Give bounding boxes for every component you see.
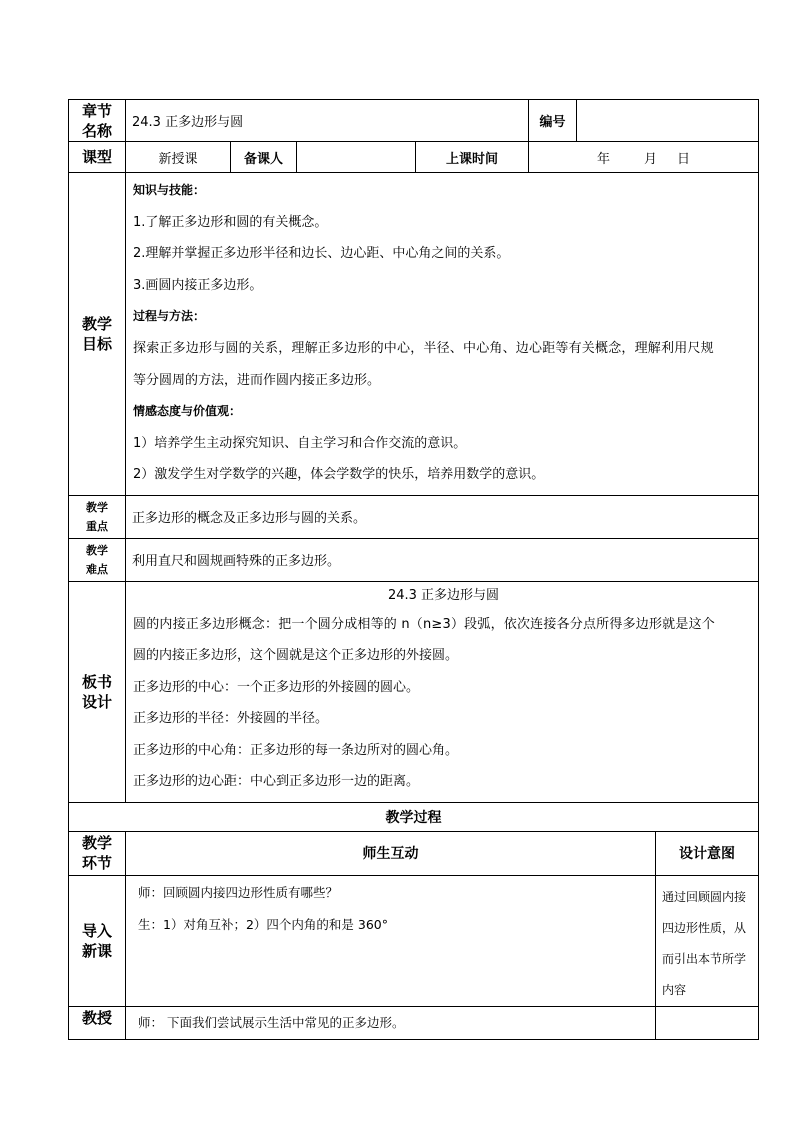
knowledge-item-2: 2.理解并掌握正多边形半径和边长、边心距、中心角之间的关系。 [133,246,510,262]
difficulty-label: 教学 难点 [69,538,126,581]
objectives-label: 教学 目标 [69,173,126,496]
emotion-item-2: 2）激发学生对学数学的兴趣，体会学数学的快乐，培养用数学的意识。 [133,467,545,483]
emotion-item-1: 1）培养学生主动探究知识、自主学习和合作交流的意识。 [133,435,467,451]
chapter-label: 章节 名称 [69,100,126,142]
objectives-row [69,173,759,496]
process-heading: 过程与方法： [133,309,206,324]
class-date [529,142,759,173]
process-text-1: 探索正多边形与圆的关系，理解正多边形的中心，半径、中心角、边心距等有关概念，理解利用尺规 [133,340,714,356]
board-title: 24.3 正多边形与圆 [387,587,500,603]
board-design-label: 板书 设计 [69,581,126,802]
preparer-label: 备课人 [231,142,297,173]
lesson-type-label: 课型 [69,142,126,173]
teach-dialogue: 师： 下面我们尝试展示生活中常见的正多边形。 [126,1006,656,1039]
key-point-text: 正多边形的概念及正多边形与圆的关系。 [126,495,759,538]
intent-column-header: 设计意图 [656,831,759,875]
lesson-type-value: 新授课 [126,142,231,173]
board-line-5: 正多边形的中心角：正多边形的每一条边所对的圆心角。 [133,742,459,758]
board-line-3: 正多边形的中心：一个正多边形的外接圆的圆心。 [133,679,420,695]
lesson-plan-table [68,99,759,1040]
intro-intent: 通过回顾圆内接 四边形性质，从 而引出本节所学 内容 [656,875,759,1006]
board-design-row [69,581,759,802]
interaction-column-header: 师生互动 [126,831,656,875]
date-month: 月 [644,151,658,167]
board-design-content [126,581,759,802]
number-value [577,100,759,142]
process-title: 教学过程 [69,802,759,831]
lesson-plan [68,99,758,1040]
lesson-type-row [69,142,759,173]
teach-stage-label: 教授 [69,1006,126,1039]
date-year: 年 [597,151,611,167]
board-line-6: 正多边形的边心距：中心到正多边形一边的距离。 [133,774,420,790]
teach-row [69,1006,759,1039]
chapter-name: 24.3 正多边形与圆 [126,100,529,142]
emotion-heading: 情感态度与价值观： [133,404,242,419]
board-line-1: 圆的内接正多边形概念：把一个圆分成相等的 n（n≥3）段弧，依次连接各分点所得多边形就是这个 [133,616,715,632]
board-line-2: 圆的内接正多边形，这个圆就是这个正多边形的外接圆。 [133,648,459,664]
intro-teacher-line: 师：回顾圆内接四边形性质有哪些？ [138,884,339,900]
stage-column-header: 教学 环节 [69,831,126,875]
knowledge-item-3: 3.画圆内接正多边形。 [133,277,263,293]
intro-dialogue [126,875,656,1006]
number-label: 编号 [529,100,577,142]
key-point-row [69,495,759,538]
teach-intent [656,1006,759,1039]
process-title-row [69,802,759,831]
chapter-row [69,100,759,142]
knowledge-heading: 知识与技能： [133,183,206,197]
intro-stage-label: 导入 新课 [69,875,126,1006]
class-time-label: 上课时间 [416,142,529,173]
difficulty-text: 利用直尺和圆规画特殊的正多边形。 [126,538,759,581]
process-text-2: 等分圆周的方法，进而作圆内接正多边形。 [133,372,381,388]
preparer-value [297,142,416,173]
intro-student-line: 生：1）对角互补；2）四个内角的和是 360° [138,916,388,932]
key-point-label: 教学 重点 [69,495,126,538]
objectives-content [126,173,759,496]
date-day: 日 [677,151,691,167]
board-line-4: 正多边形的半径：外接圆的半径。 [133,711,329,727]
knowledge-item-1: 1.了解正多边形和圆的有关概念。 [133,214,328,230]
process-header-row [69,831,759,875]
intro-row [69,875,759,1006]
difficulty-row [69,538,759,581]
